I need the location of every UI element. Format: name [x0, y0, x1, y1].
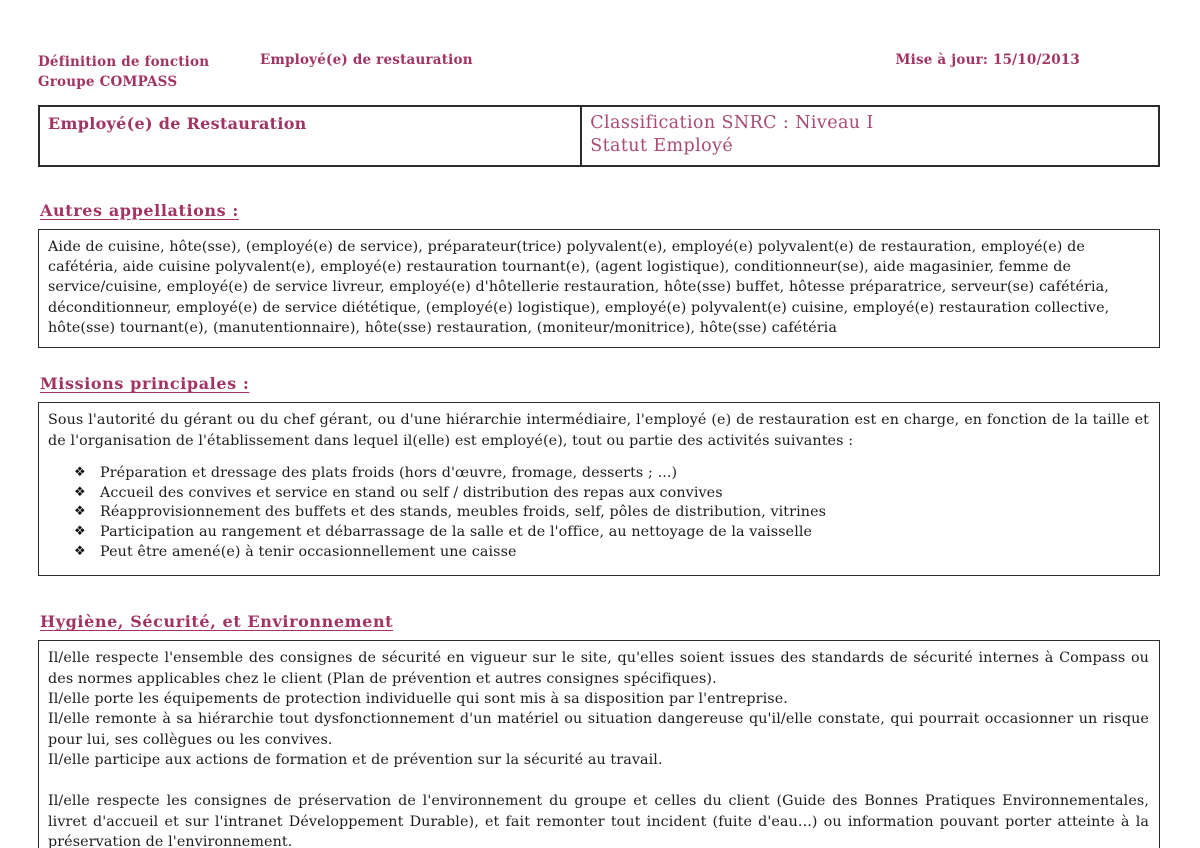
classification-line: Classification SNRC : Niveau I	[590, 112, 874, 133]
hygiene-paragraph: Il/elle remonte à sa hiérarchie tout dysfonctionnement d'un matériel ou situation dangereuse qu'il/elle constate, qui pourrait occasionner un risque pour lui, ses collègues ou les convives.	[48, 711, 1149, 748]
missions-intro: Sous l'autorité du gérant ou du chef gérant, ou d'une hiérarchie intermédiaire, l'employé (e) de restauration est en charge, en fonction de la taille et de l'organisation de l'établissement dans lequel il(elle) est employé(e), tout ou partie des activités suivantes :	[48, 412, 1149, 449]
section-box-appellations	[38, 229, 1160, 348]
title-table	[38, 105, 1160, 167]
job-title-cell: Employé(e) de Restauration	[40, 107, 582, 165]
list-item	[74, 503, 1149, 523]
section-heading-hygiene: Hygiène, Sécurité, et Environnement	[40, 612, 394, 632]
header-left-block	[38, 52, 260, 93]
org-label: Groupe COMPASS	[38, 74, 178, 91]
list-item	[74, 543, 1149, 563]
list-item	[74, 464, 1149, 484]
mission-item-text: Peut être amené(e) à tenir occasionnellement une caisse	[100, 543, 517, 560]
header-updated-date: Mise à jour: 15/10/2013	[895, 52, 1080, 68]
diamond-bullet-icon: ❖	[74, 543, 86, 559]
hygiene-paragraph: Il/elle respecte les consignes de préservation de l'environnement du groupe et celles du client (Guide des Bonnes Pratiques Environnementales, livret d'accueil et sur l'intranet Développement Durable), et fait remonter tout incident (fuite d'eau...) ou information pouvant porter atteinte à la préservation de l'environnement.	[48, 793, 1149, 848]
diamond-bullet-icon: ❖	[74, 504, 86, 520]
mission-item-text: Préparation et dressage des plats froids (hors d'œuvre, fromage, desserts ; ...)	[100, 464, 678, 481]
hygiene-paragraph: Il/elle participe aux actions de formation et de prévention sur la sécurité au travail.	[48, 751, 663, 768]
list-item	[74, 484, 1149, 504]
diamond-bullet-icon: ❖	[74, 464, 86, 480]
status-line: Statut Employé	[590, 136, 734, 157]
list-item	[74, 523, 1149, 543]
mission-item-text: Accueil des convives et service en stand ou self / distribution des repas aux convives	[100, 484, 723, 501]
appellations-body: Aide de cuisine, hôte(sse), (employé(e) de service), préparateur(trice) polyvalent(e), employé(e) polyvalent(e) de restauration, employé(e) de cafétéria, aide cuisine polyvalent(e), employé(e) restauration tournant(e), (agent logistique), conditionneur(se), aide magasinier, femme de service/cuisine, employé(e) de service livreur, employé(e) d'hôtellerie restauration, hôte(sse) buffet, hôtesse préparatrice, serveur(se) cafétéria, déconditionneur, employé(e) de service diététique, (employé(e) logistique), employé(e) polyvalent(e) cuisine, employé(e) restauration collective, hôte(sse) tournant(e), (manutentionnaire), hôte(sse) restauration, (moniteur/monitrice), hôte(sse) cafétéria	[48, 238, 1110, 336]
doc-type-label: Définition de fonction	[38, 54, 210, 70]
section-heading-missions: Missions principales :	[40, 374, 250, 394]
section-box-hygiene	[38, 640, 1160, 848]
diamond-bullet-icon: ❖	[74, 484, 86, 500]
hygiene-paragraph: Il/elle porte les équipements de protection individuelle qui sont mis à sa disposition par l'entreprise.	[48, 691, 788, 708]
document-header	[38, 52, 1160, 93]
section-heading-appellations: Autres appellations :	[40, 200, 239, 220]
diamond-bullet-icon: ❖	[74, 523, 86, 539]
mission-item-text: Participation au rangement et débarrassage de la salle et de l'office, au nettoyage de la vaisselle	[100, 523, 813, 540]
hygiene-paragraph: Il/elle respecte l'ensemble des consignes de sécurité en vigueur sur le site, qu'elles soient issues des standards de sécurité internes à Compass ou des normes applicables chez le client (Plan de prévention et autres consignes spécifiques).	[48, 650, 1149, 687]
mission-item-text: Réapprovisionnement des buffets et des stands, meubles froids, self, pôles de distribution, vitrines	[100, 504, 827, 521]
missions-bullet-list	[48, 464, 1149, 563]
classification-cell	[582, 107, 1158, 165]
section-box-missions	[38, 402, 1160, 576]
header-subject: Employé(e) de restauration	[260, 52, 473, 68]
